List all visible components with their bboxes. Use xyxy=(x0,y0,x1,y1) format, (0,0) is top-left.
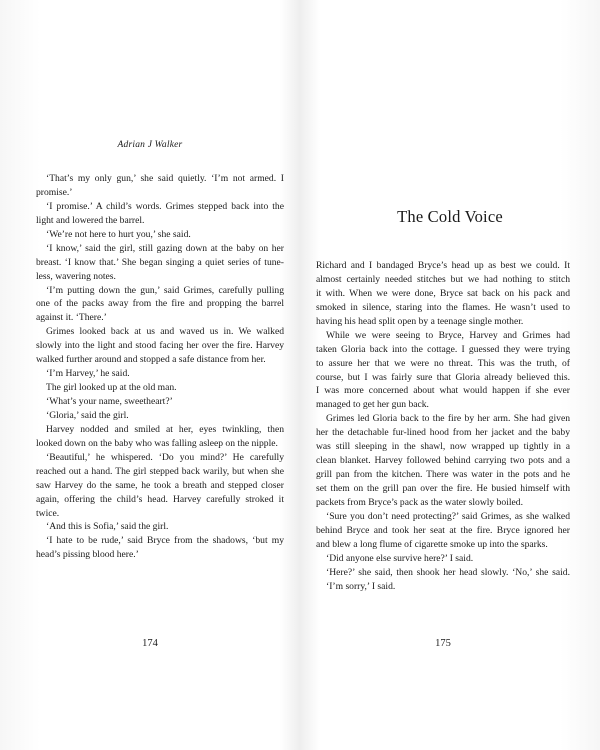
text-line: ‘I’m sorry,’ I said. xyxy=(326,580,396,592)
text-line: breast. ‘I know that.’ She began singing a quiet series of tune- xyxy=(36,256,284,268)
text-line: set them on the grill pan over the fire. He busied himself with xyxy=(316,483,570,494)
text-line: it with. When we were done, Bryce sat back on his pack and xyxy=(316,287,570,299)
right-page-body xyxy=(316,259,570,594)
text-line: almost certainly needed stitches but we had nothing to stitch xyxy=(316,273,570,285)
text-line: looked down on the baby who was falling asleep on the nipple. xyxy=(36,437,278,449)
text-line: grill pan from the kitchen. There was water in the pots and he xyxy=(316,469,570,481)
right-page xyxy=(300,0,600,750)
text-line: behind Bryce and took her seat at the fire. Bryce ignored her xyxy=(316,524,570,536)
page-number: 175 xyxy=(435,638,451,649)
text-line: ‘That’s my only gun,’ she said quietly. ‘I’m not armed. I xyxy=(46,173,284,184)
text-line: ‘We’re not here to hurt you,’ she said. xyxy=(46,228,191,240)
text-line: ‘Did anyone else survive here?’ I said. xyxy=(326,552,474,564)
text-line: one of the packs away from the fire and propping the barrel xyxy=(36,298,284,310)
text-line: taken Gloria back into the cottage. I guessed they were trying xyxy=(316,343,570,355)
text-line: to assure her that we were no threat. This was the truth, of xyxy=(316,357,570,369)
text-line: ‘I promise.’ A child’s words. Grimes stepped back into the xyxy=(46,200,284,212)
text-line: Richard and I bandaged Bryce’s head up as best we could. It xyxy=(316,260,570,271)
text-line: and blew a long flume of cigarette smoke up into the sparks. xyxy=(316,538,548,550)
text-line: I was more concerned about what would happen if she ever xyxy=(316,385,570,397)
text-line: ‘Sure you don’t need protecting?’ said Grimes, as she walked xyxy=(326,510,570,522)
running-head: Adrian J Walker xyxy=(117,140,183,150)
text-line: less, wavering notes. xyxy=(36,270,116,282)
text-line: twice. xyxy=(36,507,60,519)
text-line: reached out a hand. The girl stepped back warily, but when she xyxy=(36,465,284,477)
text-line: packets from Bryce’s pack as the water slowly boiled. xyxy=(316,496,524,508)
text-line: Harvey nodded and smiled at her, eyes twinkling, then xyxy=(46,423,284,435)
text-line: The girl looked up at the old man. xyxy=(46,382,177,394)
text-line: light and lowered the barrel. xyxy=(36,214,145,226)
text-line: smoked in silence, staring into the flames. He wasn’t used to xyxy=(316,301,570,313)
text-line: ‘And this is Sofia,’ said the girl. xyxy=(46,521,169,533)
text-line: was still sleeping in the shawl, now wrapped up tightly in a xyxy=(316,441,570,453)
text-line: ‘I hate to be rude,’ said Bryce from the shadows, ‘but my xyxy=(46,535,284,547)
text-line: managed to get her gun back. xyxy=(316,399,429,411)
text-line: ‘I know,’ said the girl, still gazing down at the baby on her xyxy=(46,242,284,254)
chapter-title: The Cold Voice xyxy=(397,207,503,226)
text-line: Grimes looked back at us and waved us in. We walked xyxy=(46,326,284,338)
left-page-body xyxy=(36,172,284,562)
text-line: again, offering the child’s head. Harvey carefully stroked it xyxy=(36,493,284,505)
text-line: promise.’ xyxy=(36,186,73,198)
text-line: against it. ‘There.’ xyxy=(36,312,107,324)
text-line: slowly into the light and stood facing her over the fire. Harvey xyxy=(36,340,284,352)
text-line: ‘Here?’ she said, then shook her head slowly. ‘No,’ she said. xyxy=(326,566,570,578)
text-line: saw Harvey do the same, he took a breath and stepped closer xyxy=(36,479,284,491)
text-line: head’s pissing blood here.’ xyxy=(36,549,139,561)
text-line: ‘Beautiful,’ he whispered. ‘Do you mind?’ He carefully xyxy=(46,451,284,463)
text-line: ‘What’s your name, sweetheart?’ xyxy=(46,396,173,407)
text-line: While we were seeing to Bryce, Harvey and Grimes had xyxy=(326,329,570,341)
text-line: walked further around and stopped a safe distance from her. xyxy=(36,354,266,366)
text-line: ‘I’m Harvey,’ he said. xyxy=(46,368,130,380)
text-line: course, but I was fairly sure that Gloria already believed this. xyxy=(316,371,570,383)
page-number: 174 xyxy=(142,638,158,649)
text-line: clean blanket. Harvey followed behind carrying two pots and a xyxy=(316,455,570,467)
text-line: her the detachable fur-lined hood from her jacket and the baby xyxy=(316,427,570,439)
text-line: ‘I’m putting down the gun,’ said Grimes, carefully pulling xyxy=(46,284,284,296)
text-line: Grimes led Gloria back to the fire by her arm. She had given xyxy=(326,413,570,425)
text-line: ‘Gloria,’ said the girl. xyxy=(46,409,129,421)
text-line: having his head split open by a teenage single mother. xyxy=(316,315,524,327)
